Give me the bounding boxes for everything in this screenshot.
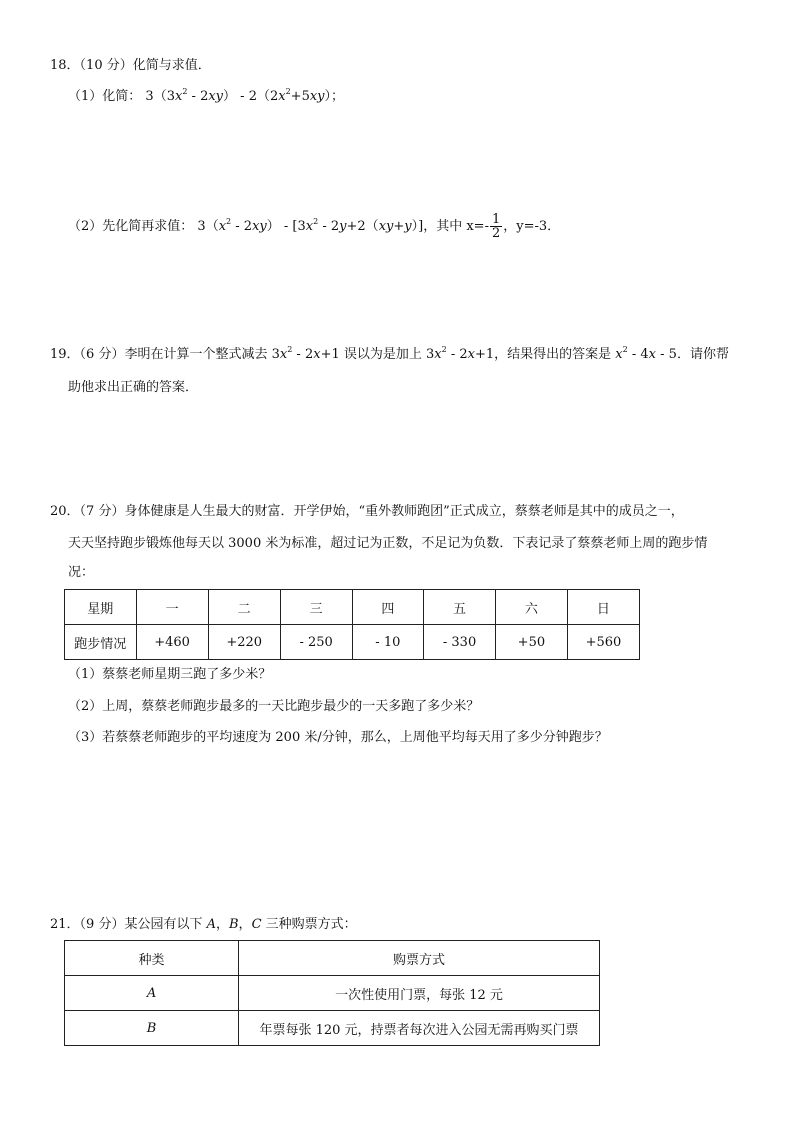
q19-line2: 助他求出正确的答案． [68,380,199,395]
q18-part1-expr: $3(3x^2 - 2xy) - 2(2x^2+5xy)$； [145,87,345,104]
q20-line1: 20．（7 分）身体健康是人生最大的财富．开学伊始，“重外教师跑团”正式成立，蔡蔡老师是其中的成员之一， [50,504,684,519]
q20-sub2: （2）上周，蔡蔡老师跑步最多的一天比跑步最少的一天多跑了多少米？ [68,699,480,714]
table-cell-day: 五 [424,590,496,625]
q21-line1: 21．（9 分）某公园有以下 A，B，C 三种购票方式： [50,917,357,932]
table-cell-type: A [65,976,239,1011]
q18-part1-label: （1）化简： [68,89,142,104]
running-table [64,589,640,660]
table-cell-day: 三 [280,590,352,625]
q18-part2-expr: $3(x^2 - 2xy) - [3x^2 - 2y+2(xy+y)]$，其中 x=- $\frac{1}{2}$ ，y=-3． [197,212,561,241]
q18-part2 [68,213,560,240]
q20-sub3: （3）若蔡蔡老师跑步的平均速度为 200 米/分钟，那么，上周他平均每天用了多少分钟跑步？ [68,730,608,745]
table-cell-method: 年票每张 120 元，持票者每次进入公园无需再购买门票 [239,1011,600,1046]
table-row [65,1011,600,1046]
table-cell-type: B [65,1011,239,1046]
table-cell-day: 六 [495,590,567,625]
q18-part2-label: （2）先化简再求值： [68,219,194,234]
table-cell-method: 一次性使用门票，每张 12 元 [239,976,600,1011]
table-row-values [65,625,640,660]
table-row-days [65,590,640,625]
table-header-type: 种类 [65,941,239,976]
q20-sub1: （1）蔡蔡老师星期三跑了多少米？ [68,667,272,682]
q20-line3: 况： [68,565,95,580]
table-cell-day: 日 [567,590,639,625]
table-cell-value: +220 [208,625,280,660]
q18-header: 18．（10 分）化简与求值． [50,58,211,73]
table-cell-day: 四 [352,590,424,625]
table-cell-day: 二 [208,590,280,625]
table-row [65,976,600,1011]
table-row-header [65,941,600,976]
q18-part1 [68,88,344,106]
table-cell-value: - 250 [280,625,352,660]
table-cell-value: - 10 [352,625,424,660]
table-header-method: 购票方式 [239,941,600,976]
fraction-one-half: $\frac{1}{2}$ [491,212,501,241]
ticket-table [64,940,600,1046]
table-cell-day: 一 [136,590,208,625]
table-cell-value: +560 [567,625,639,660]
table-cell-value: +460 [136,625,208,660]
table-cell-value: - 330 [424,625,496,660]
table-header-weekday: 星期 [65,590,137,625]
q19-line1: 19．（6 分）李明在计算一个整式减去 $3x^2 - 2x+1$ 误以为是加上 $3x^2 - 2x+1$，结果得出的答案是 $x^2 - 4x - 5$．请你帮 [50,345,729,362]
table-cell-value: +50 [495,625,567,660]
table-header-running: 跑步情况 [65,625,137,660]
q20-line2: 天天坚持跑步锻炼他每天以 3000 米为标准，超过记为正数，不足记为负数．下表记录了蔡蔡老师上周的跑步情 [68,536,708,551]
